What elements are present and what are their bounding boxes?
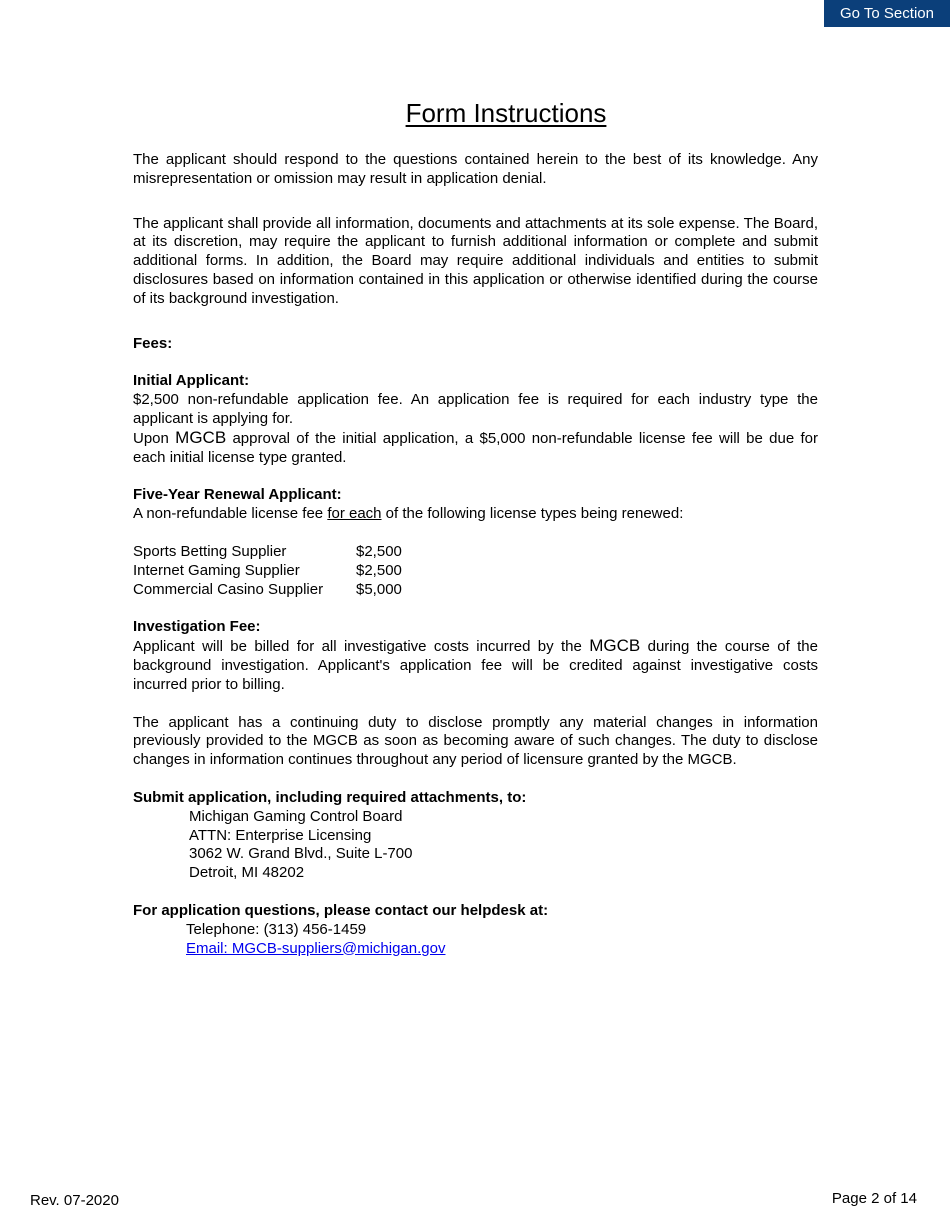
- renewal-text-post: of the following license types being renewed:: [381, 505, 684, 523]
- address-line: Michigan Gaming Control Board: [189, 807, 403, 825]
- continuing-duty-paragraph: The applicant has a continuing duty to disclose promptly any material changes in information previously provided to the MGCB as soon as becoming aware of such changes. The duty to disclose changes in information continues throughout any period of licensure granted by the MGCB.: [133, 713, 818, 769]
- helpdesk-email-link[interactable]: Email: MGCB-suppliers@michigan.gov: [186, 939, 446, 957]
- renewal-text-pre: A non-refundable license fee: [133, 505, 328, 523]
- page-title: Form Instructions: [405, 98, 607, 128]
- address-line: Detroit, MI 48202: [189, 864, 305, 882]
- mailing-address: [133, 808, 818, 883]
- go-to-section-button[interactable]: Go To Section: [824, 0, 950, 27]
- fee-license-type: Commercial Casino Supplier: [133, 580, 324, 598]
- page-number: Page 2 of 14: [831, 1190, 917, 1207]
- initial-applicant-license-text: [133, 429, 818, 468]
- initial-license-text-post: approval of the initial application, a $5,000 non-refundable license fee will be due for each initial license type granted.: [133, 429, 818, 466]
- instructions-body: [133, 151, 818, 958]
- fee-amount: $5,000: [356, 580, 402, 598]
- helpdesk-telephone: Telephone: (313) 456-1459: [186, 920, 367, 938]
- fee-amount: $2,500: [356, 542, 402, 560]
- initial-applicant-fee-text: $2,500 non-refundable application fee. An application fee is required for each industry type the applicant is applying for.: [133, 391, 818, 427]
- intro-paragraph-2: The applicant shall provide all information, documents and attachments at its sole expense. The Board, at its discretion, may require the applicant to furnish additional information or complete and submit additional forms. In addition, the Board may require additional individuals and entities to submit disclosures based on information contained in this application or otherwise identified during the course of its background investigation.: [133, 214, 818, 307]
- renewal-fee-table: [133, 543, 402, 599]
- helpdesk-heading: For application questions, please contact our helpdesk at:: [133, 901, 549, 919]
- renewal-text-underlined: for each: [327, 505, 382, 523]
- fee-row: [133, 562, 402, 581]
- address-line: ATTN: Enterprise Licensing: [189, 826, 372, 844]
- fee-row: [133, 543, 402, 562]
- revision-label: Rev. 07-2020: [30, 1192, 119, 1209]
- intro-paragraph-1: The applicant should respond to the questions contained herein to the best of its knowledge. Any misrepresentation or omission may result in application denial.: [133, 151, 818, 187]
- helpdesk-contact: [133, 921, 818, 959]
- fees-heading: Fees:: [133, 334, 173, 352]
- submit-heading: Submit application, including required attachments, to:: [133, 788, 527, 806]
- investigation-text-pre: Applicant will be billed for all investigative costs incurred by the: [133, 638, 590, 656]
- investigation-text-post: during the course of the background investigation. Applicant's application fee will be credited against investigative costs incurred prior to billing.: [133, 638, 818, 693]
- renewal-applicant-text: [133, 505, 818, 524]
- address-line: 3062 W. Grand Blvd., Suite L-700: [189, 845, 413, 863]
- fee-row: [133, 581, 402, 600]
- mgcb-abbreviation: MGCB: [175, 427, 227, 447]
- initial-license-text-pre: Upon: [133, 429, 176, 447]
- mgcb-abbreviation: MGCB: [589, 636, 641, 656]
- fee-license-type: Sports Betting Supplier: [133, 542, 287, 560]
- investigation-fee-text: [133, 637, 818, 694]
- fee-amount: $2,500: [356, 561, 402, 579]
- investigation-fee-heading: Investigation Fee:: [133, 618, 261, 636]
- initial-applicant-heading: Initial Applicant:: [133, 372, 250, 390]
- fee-license-type: Internet Gaming Supplier: [133, 561, 300, 579]
- renewal-applicant-heading: Five-Year Renewal Applicant:: [133, 486, 342, 504]
